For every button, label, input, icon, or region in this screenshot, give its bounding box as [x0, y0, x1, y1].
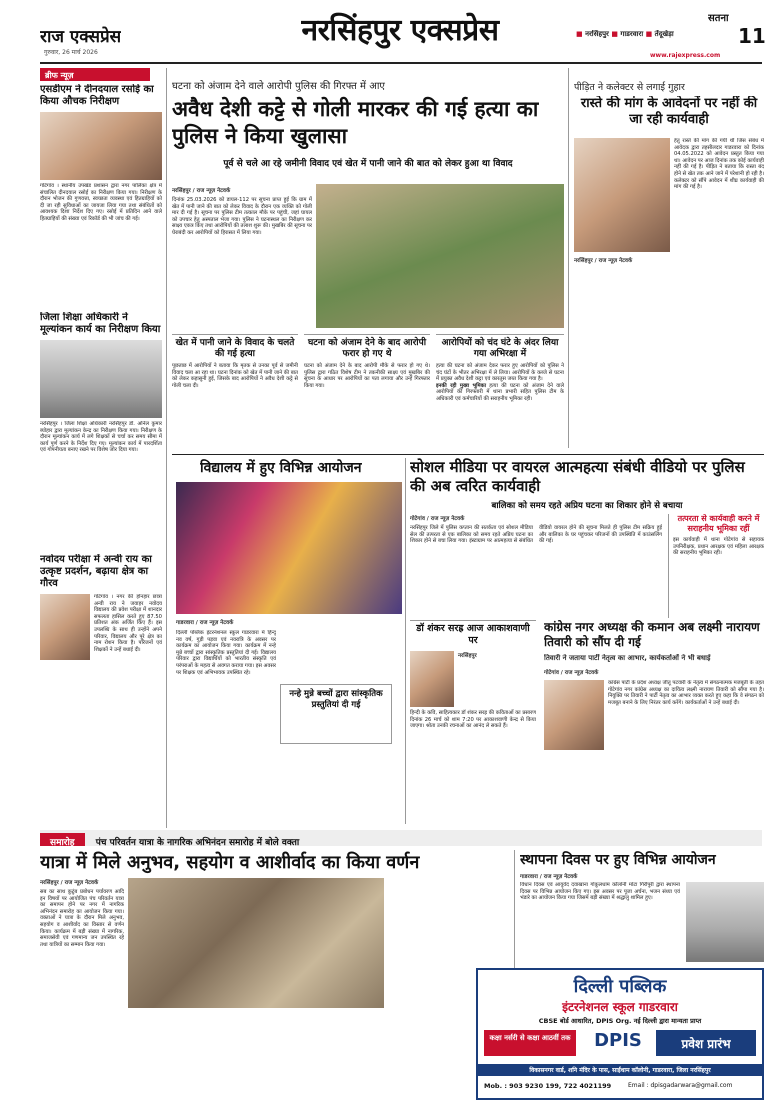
yatra-text — [40, 878, 124, 1100]
ad-logo: DPIS — [594, 1030, 642, 1051]
social-body: नरसिंहपुर जिले में पुलिस कप्तान की सतर्कता एवं सोशल मीडिया सेल की तत्परता से एक बालिका को समय रहते अप्रिय घटना का शिकार होने से बचा लिया गया। इंस्टाग्राम पर आत्महत्या से संबंधित वीडियो वायरल होने की सूचना मिलते ही पुलिस टीम सक्रिय हुई और बालिका के घर पहुंचकर परिजनों की उपस्थिति में काउंसलिंग की गई। — [410, 525, 662, 545]
yatra-photo — [128, 878, 384, 1008]
edition-tag: तेंदूखेड़ा — [654, 30, 674, 38]
ad-subtitle: इंटरनेशनल स्कूल गाडरवारा — [562, 1000, 678, 1014]
school-box — [280, 684, 392, 744]
ad-phone: Mob. : 903 9230 199, 722 4021199 — [484, 1082, 612, 1090]
lead-byline: नरसिंहपुर / राज न्यूज़ नेटवर्क — [172, 188, 231, 194]
lead-box-2-body: घटना को अंजाम देने के बाद आरोपी मौके से फरार हो गए थे। पुलिस द्वारा गठित विशेष टीम ने तकनीकी साक्ष्य एवं मुखबिर की सूचना के आधार पर आरोपियों का पता लगाया और उन्हें गिरफ्तार किया गया। — [304, 363, 430, 389]
school-headline: विद्यालय में हुए विभिन्न आयोजन — [200, 460, 362, 476]
right-top-kicker: पीड़ित ने कलेक्टर से लगाई गुहार — [574, 82, 685, 93]
social-side — [668, 514, 764, 618]
lead-photo — [316, 184, 564, 328]
social-byline: गोटेगांव / राज न्यूज़ नेटवर्क — [410, 516, 465, 522]
masthead-rule — [40, 62, 762, 64]
brief-2-headline: जिला शिक्षा अधिकारी ने मूल्यांकन कार्य का निरीक्षण किया — [40, 312, 161, 335]
ad-classes: कक्षा नर्सरी से कक्षा आठवीं तक — [484, 1030, 576, 1056]
congress-byline: गोटेगांव / राज न्यूज़ नेटवर्क — [544, 670, 599, 676]
school-photo — [176, 482, 402, 614]
congress-subhead: तिवारी ने जताया पार्टी नेतृत्व का आभार, कार्यकर्ताओं ने भी बधाई — [544, 654, 711, 662]
sthapna-body: विधान दिवस एवं आयुर्वेद दवाखाना गोकुलधाम कॉलोनी मोटा गिरीपुरी द्वारा स्थापना दिवस पर विभिन्न आयोजन किए गए। इस अवसर पर पूजा अर्चना, भजन संध्या एवं भंडारे का आयोजन किया गया जिसमें बड़ी संख्या में श्रद्धालु शामिल हुए। — [520, 882, 680, 902]
appointment-photo — [410, 651, 454, 707]
appointment-body: हिन्दी के कवि, साहित्यकार डॉ शंकर सरह्र की कविताओं का प्रसारण दिनांक 26 मार्च को शाम 7:20 पर आकाशवाणी केन्द्र से किया जाएगा। श्रोता उनकी रचनाओं का आनंद ले सकते हैं। — [410, 710, 536, 730]
lead-subhead: पूर्व से चले आ रहे जमीनी विवाद एवं खेत में पानी जाने की बात को लेकर हुआ था विवाद — [223, 159, 513, 169]
social-subhead: बालिका को समय रहते अप्रिय घटना का शिकार होने से बचाया — [491, 501, 683, 511]
lead-box-2 — [304, 334, 430, 444]
ad-email: Email : dpisgadarwara@gmail.com — [628, 1082, 733, 1089]
lead-box-3-head: आरोपियों को चंद घंटे के अंदर लिया गया अभिरक्षा में — [441, 338, 559, 359]
right-top-body: हेतु रास्ते की मांग की गयी थी जिस संबंध में आवेदक द्वारा तहसीलदार गाडरवारा को दिनांक 04.05.2022 को आवेदन प्रस्तुत किया गया था। आवेदन पर आज दिनांक तक कोई कार्यवाही नहीं की गई है। पीड़ित ने बताया कि रास्ता बंद होने से खेत तक आने जाने में परेशानी हो रही है। कलेक्टर को सौंपे आवेदन में शीघ्र कार्यवाही की मांग की गई है। — [674, 138, 764, 191]
social-headline: सोशल मीडिया पर वायरल आत्महत्या संबंधी वीडियो पर पुलिस की अब त्वरित कार्यवाही — [410, 458, 745, 495]
samaroh-tag: समारोह — [40, 833, 85, 846]
briefs-label: ब्रीफ न्यूज़ — [40, 68, 150, 81]
lead-headline: अवैध देशी कट्टे से गोली मारकर की गई हत्या का पुलिस ने किया खुलासा — [172, 97, 539, 148]
ad-title: दिल्ली पब्लिक — [573, 976, 667, 997]
brief-2-photo — [40, 340, 162, 418]
brief-3-photo — [40, 594, 90, 660]
social-side-head: तत्परता से कार्यवाही करने में सराहनीय भूमिका रहीं — [677, 514, 760, 533]
sthapna-headline: स्थापना दिवस पर हुए विभिन्न आयोजन — [520, 852, 716, 868]
brief-3-body: गोटेगांव । नगर की होनहार छात्रा अन्वी राय ने जवाहर नवोदय विद्यालय की प्रवेश परीक्षा में शानदार सफलता हासिल करते हुए 87.50 प्रतिशत अंक अर्जित किए हैं। इस उपलब्धि के साथ ही उन्होंने अपने परिवार, विद्यालय और पूरे क्षेत्र का नाम रोशन किया है। परिजनों एवं शिक्षकों ने उन्हें बधाई दी। — [94, 594, 162, 653]
social-text — [410, 514, 662, 618]
brief-1-body: गोटेगांव । स्थानीय उपखंड प्रशासन द्वारा नगर पालिका क्षेत्र में संचालित दीनदयाल रसोई का निरीक्षण किया गया। निरीक्षण के दौरान भोजन की गुणवत्ता, स्वच्छता व्यवस्था एवं हितग्राहियों को दी जा रही सुविधाओं का जायजा लिया गया तथा संबंधितों को आवश्यक दिशा निर्देश दिए गए। रसोई में प्रतिदिन आने वाले हितग्राहियों की संख्या एवं रिकॉर्ड की भी जांच की गई। — [40, 183, 162, 222]
lead-kicker: घटना को अंजाम देने वाले आरोपी पुलिस की गिरफ्त में आए — [172, 81, 385, 92]
appointment — [410, 620, 536, 826]
lead-box-1-body: पूछताछ में आरोपियों ने बताया कि मृतक से उनका पूर्व से जमीनी विवाद चला आ रहा था। घटना दिनांक को खेत में पानी जाने की बात को लेकर कहासुनी हुई, जिसके बाद आरोपियों ने अवैध देशी कट्टे से गोली चला दी। — [172, 363, 298, 389]
brief-3 — [40, 554, 162, 824]
lead-box-2-head: घटना को अंजाम देने के बाद आरोपी फरार हो गए थे — [307, 338, 427, 359]
section-rule-1 — [172, 454, 764, 455]
sthapna-photo — [686, 882, 764, 962]
lead-box-1 — [172, 334, 298, 444]
yatra-body-cont — [128, 1012, 508, 1100]
social-side-body: इस कार्यवाही में थाना गोटेगांव से सहायक उपनिरीक्षक, प्रधान आरक्षक एवं महिला आरक्षक की सराहनीय भूमिका रही। — [673, 537, 764, 557]
right-top-headline: रास्ते की मांग के आवेदनों पर नहीं की जा रही कार्यवाही — [580, 96, 758, 127]
congress-body: कांग्रेस पार्टी के प्रदेश अध्यक्ष जीतू पटवारी के नेतृत्व में संगठनात्मक मजबूती के तहत गोटेगांव नगर कांग्रेस अध्यक्ष का दायित्व लक्ष्मी नारायण तिवारी को सौंपा गया है। नियुक्ति पर तिवारी ने पार्टी नेतृत्व का आभार व्यक्त करते हुए कहा कि वे संगठन को मजबूत बनाने के लिए निरंतर कार्य करेंगे। कार्यकर्ताओं ने उन्हें बधाई दी। — [608, 680, 764, 706]
brief-2 — [40, 312, 162, 542]
brief-1-photo — [40, 112, 162, 180]
congress-photo — [544, 680, 604, 750]
masthead-center-title: नरसिंहपुर एक्सप्रेस — [301, 13, 499, 48]
masthead-date: गुरुवार, 26 मार्च 2026 — [44, 49, 98, 56]
ad-line: CBSE बोर्ड आधारित, DPIS Org. नई दिल्ली द्वारा मान्यता प्राप्त — [538, 1017, 702, 1025]
lead-box-1-head: खेत में पानी जाने के विवाद के चलते की गई हत्या — [175, 338, 295, 359]
yatra-headline: यात्रा में मिले अनुभव, सहयोग व आशीर्वाद का किया वर्णन — [40, 852, 420, 873]
yatra-byline: नरसिंहपुर / राज न्यूज़ नेटवर्क — [40, 880, 99, 886]
lead-text-col — [172, 186, 312, 324]
school-box-head: नन्हे मुन्ने बच्चों द्वारा सांस्कृतिक प्रस्तुतियां दी गई — [289, 689, 383, 710]
brief-1 — [40, 84, 162, 284]
lead-box-3-sub-body: हत्या की घटना को अंजाम देने वाले आरोपियों की गिरफ्तारी में थाना प्रभारी सहित पुलिस टीम के अधिकारी एवं कर्मचारियों की सराहनीय भूमिका रही। — [436, 382, 564, 402]
edition-city: सतना — [708, 13, 729, 24]
school-body: दिल्ली पब्लिक इंटरनेशनल स्कूल गाडरवारा में हिन्दू नव वर्ष, गुड़ी पड़वा एवं नवरात्रि के अवसर पर कार्यक्रम का आयोजन किया गया। कार्यक्रम में नन्हे मुन्ने बच्चों द्वारा सांस्कृतिक प्रस्तुतियां दी गई। विद्यालय परिवार द्वारा विद्यार्थियों को भारतीय संस्कृति एवं परंपराओं के महत्व से अवगत कराया गया। इस अवसर पर शिक्षक एवं अभिभावक उपस्थित रहे। — [176, 630, 276, 676]
ad-admission: प्रवेश प्रारंभ — [656, 1030, 756, 1056]
edition-tag: नरसिंहपुर — [585, 30, 609, 38]
lead-box-3-sub: इनकी रही मुख्य भूमिका — [436, 382, 486, 389]
school-byline: गाडरवारा / राज न्यूज़ नेटवर्क — [176, 620, 234, 626]
col-divider-mid — [405, 458, 406, 824]
brief-1-headline: एसडीएम ने दीनदयाल रसोई का किया औचक निरीक्षण — [40, 84, 154, 107]
appointment-headline: डॉ शंकर सरह्र आज आकाशवाणी पर — [416, 623, 530, 646]
edition-tag: गाडरवारा — [620, 30, 644, 38]
col-divider-right — [568, 68, 569, 448]
samaroh-text: पंच परिवर्तन यात्रा के नागरिक अभिनंदन समारोह में बोले वक्ता — [95, 838, 300, 846]
brief-3-headline: नवोदय परीक्षा में अन्वी राय का उत्कृष्ट प्रदर्शन, बढ़ाया क्षेत्र का गौरव — [40, 554, 152, 589]
right-top-byline: नरसिंहपुर / राज न्यूज़ नेटवर्क — [574, 258, 633, 264]
col-divider-left — [166, 68, 167, 828]
brief-2-body: नरसिंहपुर । जिला शिक्षा अधिकारी नरसिंहपुर डॉ. अनिल कुमार ब्योहार द्वारा मूल्यांकन केन्द्र का निरीक्षण किया गया। निरीक्षण के दौरान मूल्यांकन कार्य में लगे शिक्षकों से चर्चा कर समय सीमा में कार्य पूर्ण करने के निर्देश दिए गए। मूल्यांकन कार्य में पारदर्शिता एवं गोपनीयता बनाए रखने पर विशेष जोर दिया गया। — [40, 421, 162, 454]
appointment-byline: नरसिंहपुर — [458, 653, 477, 659]
masthead — [0, 0, 778, 62]
congress-headline: कांग्रेस नगर अध्यक्ष की कमान अब लक्ष्मी नारायण तिवारी को सौंप दी गई — [544, 620, 760, 649]
lead-body: दिनांक 25.03.2026 को डायल-112 पर सूचना प्राप्त हुई कि ग्राम में खेत में पानी जाने की बात को लेकर विवाद के दौरान एक व्यक्ति को गोली मार दी गई है। सूचना पर पुलिस टीम तत्काल मौके पर पहुंची, जहां घायल को उपचार हेतु अस्पताल भेजा गया। पुलिस ने घटनास्थल का निरीक्षण कर साक्ष्य एकत्र किए तथा आरोपियों की तलाश शुरू की। मुखबिर की सूचना पर घेराबंदी कर आरोपियों को हिरासत में लिया गया। — [172, 197, 312, 236]
edition-tags: ■ नरसिंहपुर ■ गाडरवारा ■ तेंदूखेड़ा — [576, 30, 674, 38]
ad-address: विकासनगर वार्ड, शनि मंदिर के पास, साईंधाम कॉलोनी, गाडरवारा, जिला नरसिंहपुर — [478, 1064, 762, 1076]
school-ad — [476, 968, 764, 1100]
sthapna-byline: गाडरवारा / राज न्यूज़ नेटवर्क — [520, 874, 578, 880]
masthead-left-title: राज एक्सप्रेस — [40, 27, 122, 47]
page-number: 11 — [738, 24, 766, 48]
website: www.rajexpress.com — [650, 52, 721, 59]
samaroh-bar — [40, 830, 762, 846]
lead-box-3-body: हत्या की घटना को अंजाम देकर फरार हुए आरोपियों को पुलिस ने चंद घंटों के भीतर अभिरक्षा में ले लिया। आरोपियों के कब्जे से घटना में प्रयुक्त अवैध देशी कट्टा एवं कारतूस जब्त किया गया है। — [436, 363, 564, 383]
right-top-photo — [574, 138, 670, 252]
lead-box-3 — [436, 334, 564, 450]
yatra-body: सब का साथ कुटुंब प्रबोधन पर्यावरण आदि इन विषयों पर आयोजित पंच परिवर्तन यात्रा का समापन होने पर नगर में नागरिक अभिनंदन समारोह का आयोजन किया गया। वक्ताओं ने यात्रा के दौरान मिले अनुभव, सहयोग व आशीर्वाद का विस्तार से वर्णन किया। कार्यक्रम में बड़ी संख्या में नागरिक, समाजसेवी एवं गणमान्य जन उपस्थित रहे तथा यात्रियों का सम्मान किया गया। — [40, 889, 124, 948]
